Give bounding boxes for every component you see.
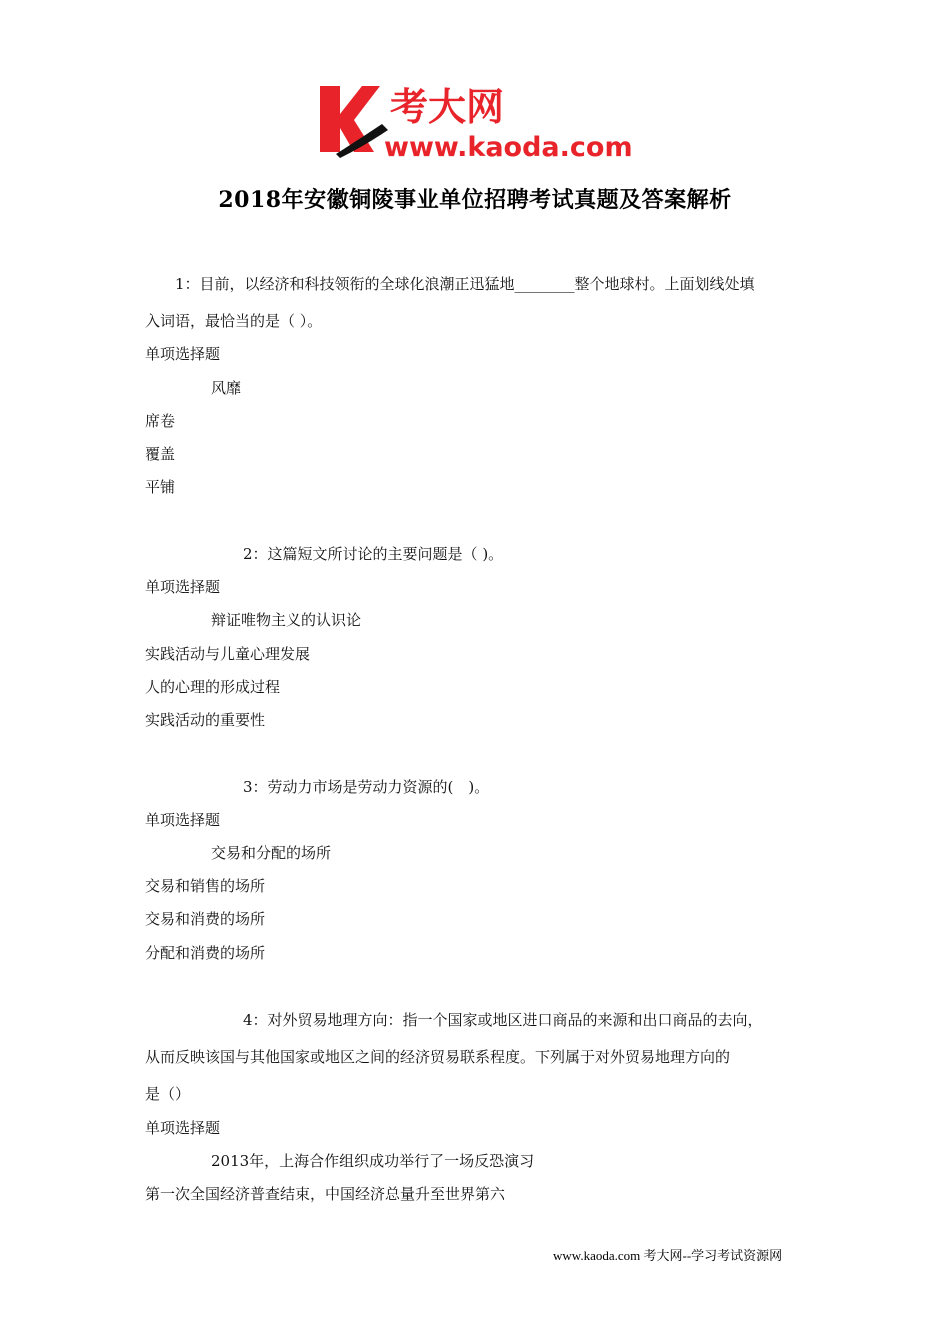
kaoda-logo-graphic [318, 80, 640, 162]
question-2-option-b: 实践活动与儿童心理发展 [145, 645, 311, 663]
question-4-line-2: 从而反映该国与其他国家或地区之间的经济贸易联系程度。下列属于对外贸易地理方向的 [145, 1048, 731, 1066]
logo-brand-cn: 考大网 [390, 85, 505, 129]
question-4-line-3: 是（） [145, 1085, 191, 1103]
question-3-option-d: 分配和消费的场所 [145, 944, 266, 962]
question-1-type: 单项选择题 [145, 345, 221, 363]
question-4-option-b: 第一次全国经济普查结束，中国经济总量升至世界第六 [145, 1185, 506, 1203]
question-1-option-a: 风靡 [211, 379, 242, 397]
question-1-line-1: 1：目前，以经济和科技领衔的全球化浪潮正迅猛地________整个地球村。上面划线处填 [175, 275, 755, 293]
page-footer: www.kaoda.com 考大网--学习考试资源网 [553, 1248, 783, 1263]
question-3-option-a: 交易和分配的场所 [211, 844, 332, 862]
logo-k-mark [320, 86, 380, 152]
question-1-option-c: 覆盖 [145, 445, 176, 463]
question-4-line-1: 4：对外贸易地理方向：指一个国家或地区进口商品的来源和出口商品的去向， [243, 1011, 763, 1029]
question-4-option-a: 2013年，上海合作组织成功举行了一场反恐演习 [211, 1152, 535, 1170]
question-3-option-b: 交易和销售的场所 [145, 877, 266, 895]
question-2-option-d: 实践活动的重要性 [145, 711, 266, 729]
question-2-line-1: 2：这篇短文所讨论的主要问题是（ )。 [243, 545, 504, 563]
logo-url: www.kaoda.com [384, 132, 633, 162]
question-2-option-c: 人的心理的形成过程 [145, 678, 281, 696]
kaoda-logo [318, 80, 640, 162]
question-1-line-2: 入词语，最恰当的是（ ）。 [145, 312, 323, 330]
question-3-line-1: 3：劳动力市场是劳动力资源的( )。 [243, 778, 490, 796]
question-4-type: 单项选择题 [145, 1119, 221, 1137]
question-3-option-c: 交易和消费的场所 [145, 910, 266, 928]
question-3-type: 单项选择题 [145, 811, 221, 829]
question-1-option-b: 席卷 [145, 412, 176, 430]
question-2-type: 单项选择题 [145, 578, 221, 596]
page-title: 2018年安徽铜陵事业单位招聘考试真题及答案解析 [218, 187, 732, 213]
question-1-option-d: 平铺 [145, 478, 176, 496]
question-2-option-a: 辩证唯物主义的认识论 [211, 611, 362, 629]
